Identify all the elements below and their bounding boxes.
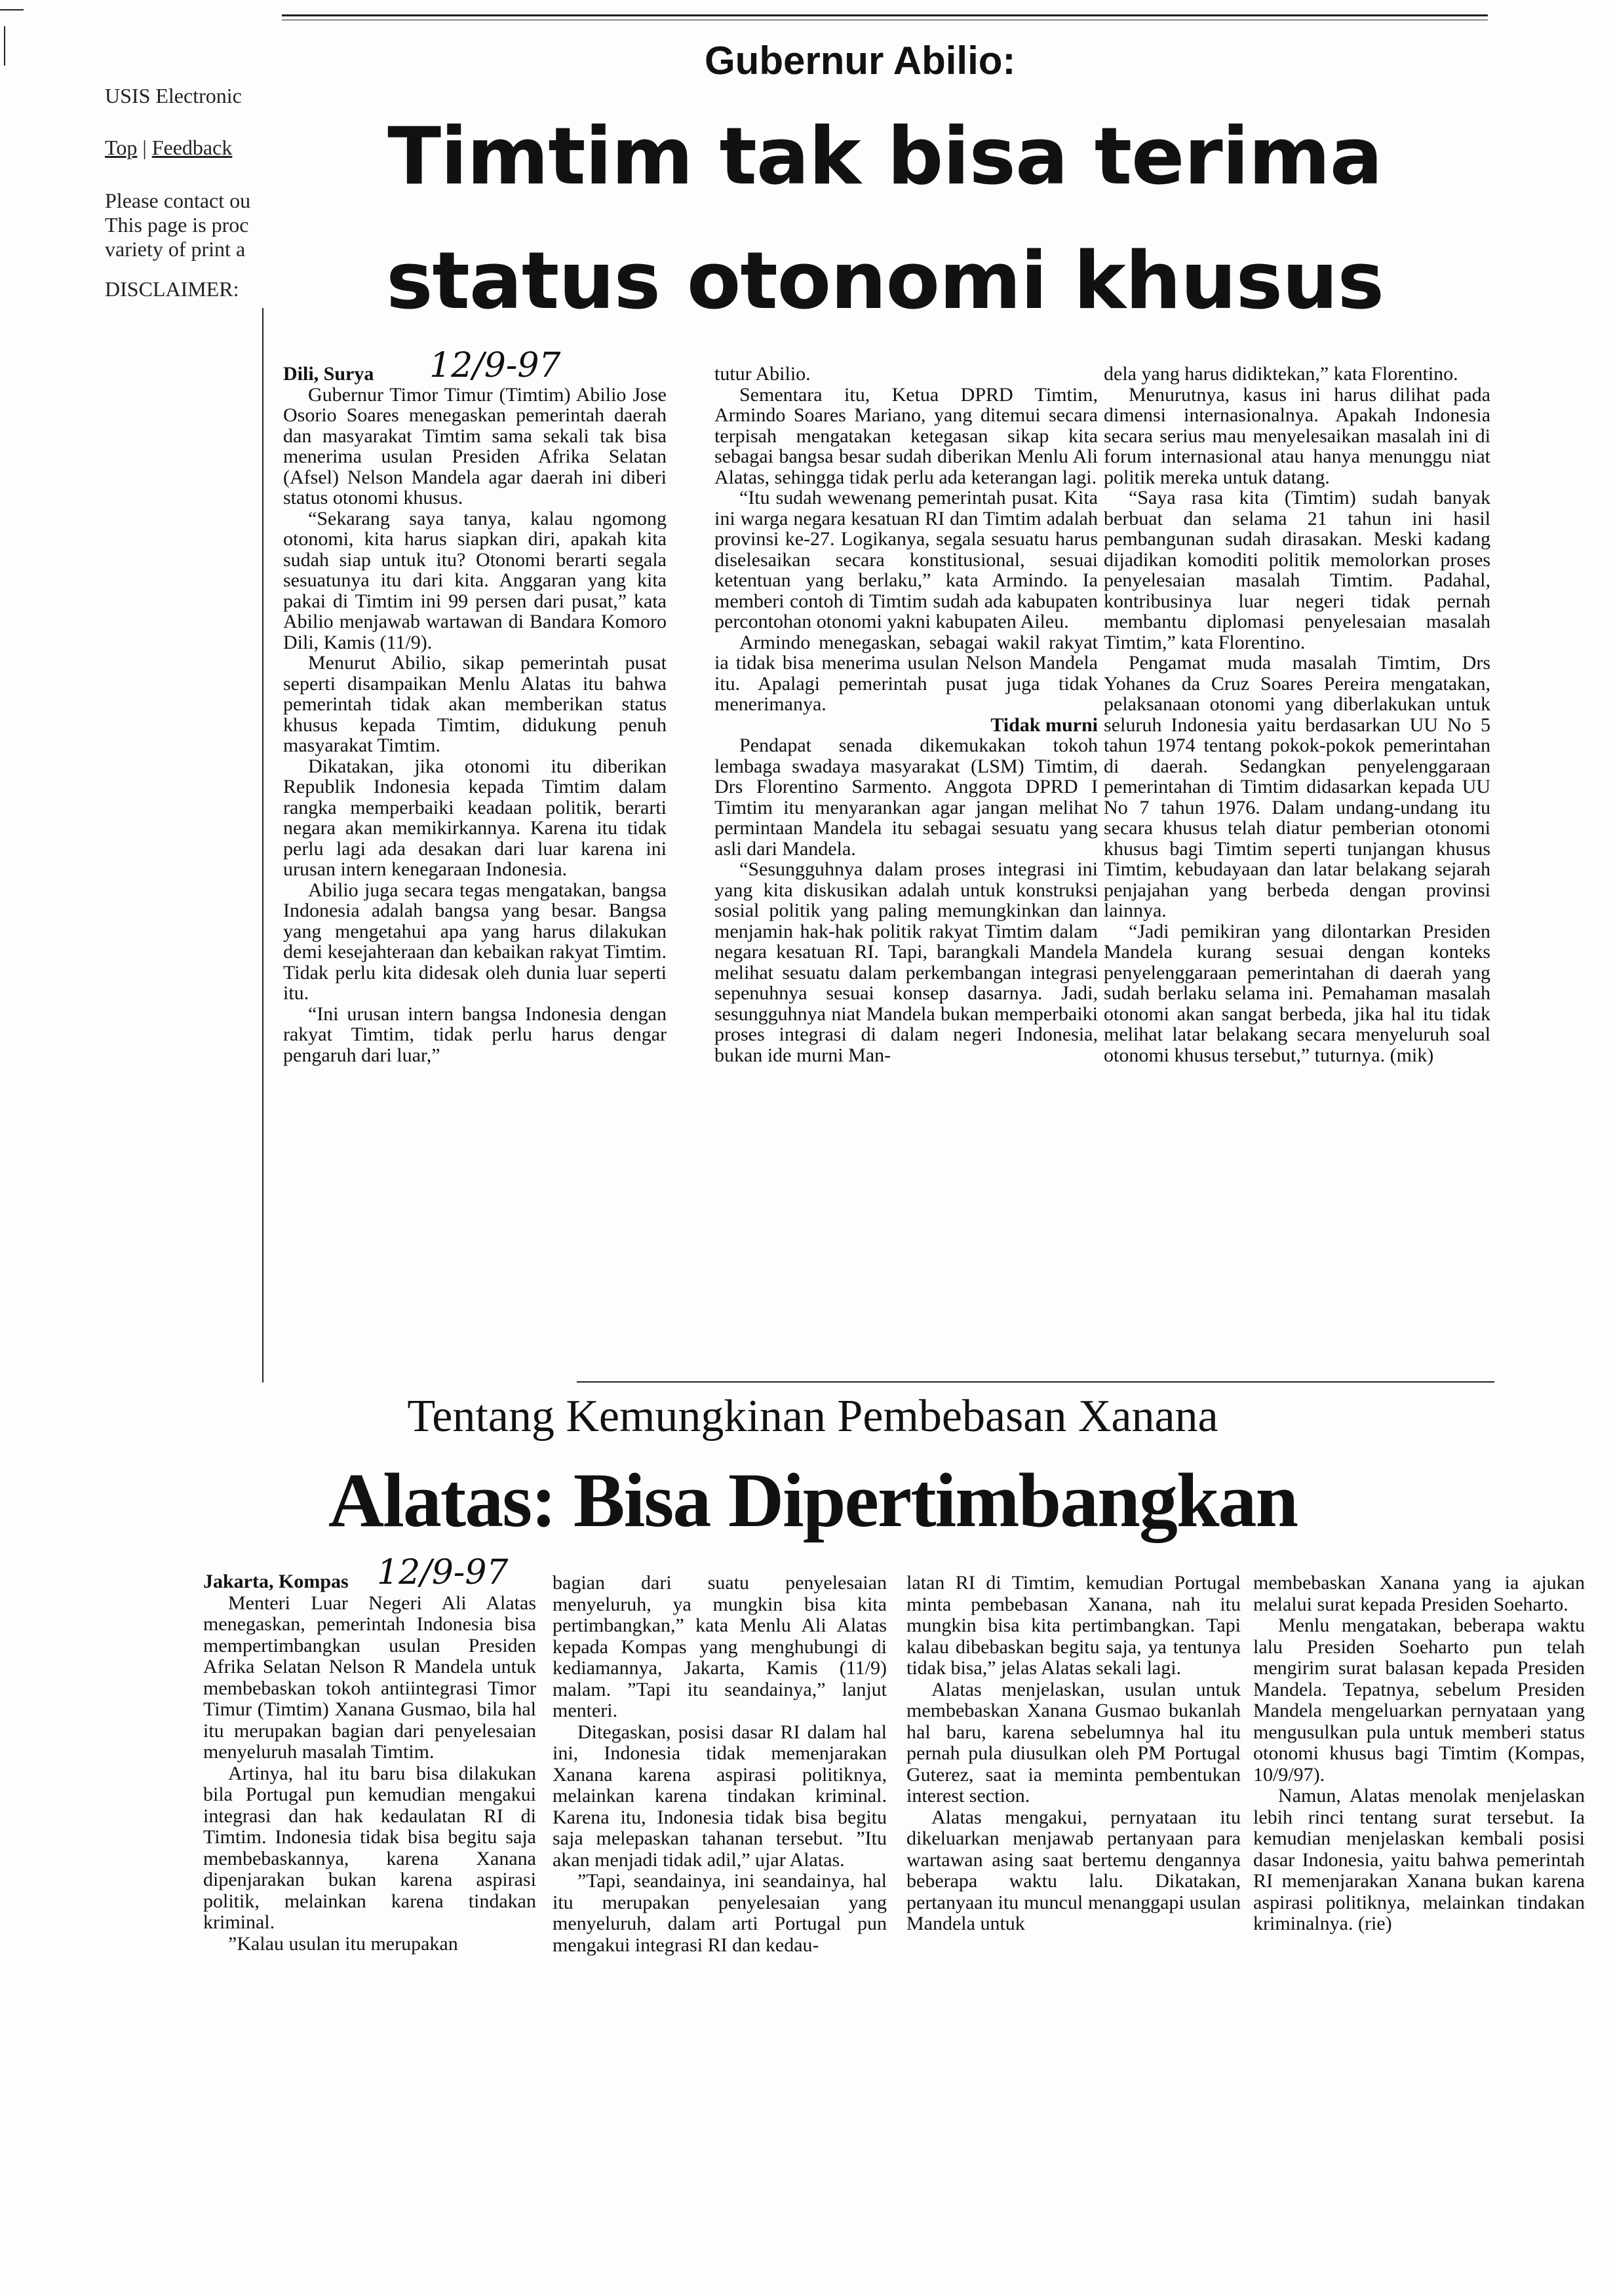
sidebar-title: USIS Electronic [105,84,242,107]
article1-dateline: Dili, Surya [283,363,374,385]
sidebar-contact: Please contact ou [105,189,251,212]
article2-column-2: bagian dari suatu penyelesaian menyeluruh, ya mungkin bisa kita pertimbangkan,” kata Menlu Ali Alatas kepada Kompas yang menghubungi di kediamannya, Jakarta, Kamis (11/9) malam. ”Tapi itu seandainya,” lanjut menteri. Ditegaskan, posisi dasar RI dalam hal ini, Indonesia tidak memenjarakan Xanana karena aspirasi politiknya, melainkan karena tindakan kriminal. Karena itu, Indonesia tidak bisa begitu saja melepaskan tahanan tersebut. ”Itu akan menjadi tidak adil,” ujar Alatas. ”Tapi, seandainya, ini seandainya, hal itu merupakan penyelesaian yang menyeluruh, dalam arti Portugal pun mengakui integrasi RI dan kedau- [553,1572,887,1956]
article2-column-3: latan RI di Timtim, kemudian Portugal minta pembebasan Xanana, nah itu mungkin bisa kita pertimbangkan. Tapi kalau dibebaskan begitu saja, ya tentunya tidak bisa,” jelas Alatas sekali lagi. Alatas menjelaskan, usulan untuk membebaskan Xanana Gusmao bukanlah hal baru, karena sebelumnya hal itu pernah pula diusulkan oleh PM Portugal Guterez, saat ia meminta pembentukan interest section. Alatas mengakui, pernyataan itu dikeluarkan menjawab pertanyaan para wartawan asing saat bertemu dengannya beberapa waktu lalu. Dikatakan, pertanyaan itu muncul menanggapi usulan Mandela untuk [906,1572,1241,1934]
top-rule [282,14,1488,16]
sidebar-disclaimer: DISCLAIMER: [105,277,239,301]
article-divider [577,1381,1494,1383]
article2-dateline: Jakarta, Kompas [203,1571,349,1592]
clipping-left-edge [262,308,263,1383]
sidebar-produced: This page is proc [105,213,249,237]
article1-column-3: dela yang harus didiktekan,” kata Florentino. Menurutnya, kasus ini harus dilihat pada dimensi internasionalnya. Apakah Indonesia secara serius mau menyelesaikan masalah ini di forum internasional atau hanya menunggu niat politik mereka untuk datang. “Saya rasa kita (Timtim) sudah banyak berbuat dan selama 21 tahun ini hasil pembangunan sudah dirasakan. Meski kadang dijadikan komoditi politik memolorkan proses penyelesaian masalah Timtim. Padahal, kontribusinya luar negeri tidak pernah membantu diplomasi penyelesaian masalah Timtim,” kata Florentino. Pengamat muda masalah Timtim, Drs Yohanes da Cruz Soares Pereira mengatakan, pelaksanaan otonomi yang diberlakukan untuk seluruh Indonesia yaitu berdasarkan UU No 5 tahun 1974 tentang pokok-pokok pemerintahan di daerah. Sedangkan penyelenggaraan pemerintahan di Timtim didasarkan kepada UU No 7 tahun 1976. Dalam undang-undang itu secara khusus telah diatur pemberian otonomi khusus bagi Timtim seperti tunjangan khusus Timtim, kebudayaan dan latar belakang sejarah penjajahan yang berbeda dengan provinsi lainnya. “Jadi pemikiran yang dilontarkan Presiden Mandela kurang sesuai dengan konteks penyelenggaraan pemerintahan di daerah yang sudah berlaku selama ini. Pemahaman masalah otonomi akan sangat berbeda, jika hal itu tidak melihat latar belakang secara menyeluruh soal otonomi khusus tersebut,” tuturnya. (mik) [1104,363,1490,1066]
article1-kicker: Gubernur Abilio: [705,39,1016,83]
left-edge-mark [4,26,5,66]
article2-handwritten-date: 12/9-97 [377,1553,509,1592]
usis-sidebar [105,84,281,301]
article2-column-1: Jakarta, Kompas Menteri Luar Negeri Ali Alatas menegaskan, pemerintah Indonesia bisa mempertimbangkan usulan Presiden Afrika Selatan Nelson R Mandela untuk membebaskan tokoh antiintegrasi Timor Timur (Timtim) Xanana Gusmao, bila hal itu merupakan bagian dari penyelesaian menyeluruh masalah Timtim. Artinya, hal itu baru bisa dilakukan bila Portugal pun kemudian mengakui integrasi dan hak kedaulatan RI di Timtim. Indonesia tidak bisa begitu saja membebaskannya, karena Xanana dipenjarakan bukan karena aspirasi politik, melainkan karena tindakan kriminal. ”Kalau usulan itu merupakan [203,1571,536,1955]
article2-column-4: membebaskan Xanana yang ia ajukan melalui surat kepada Presiden Soeharto. Menlu mengatakan, beberapa waktu lalu Presiden Soeharto pun telah mengirim surat balasan kepada Presiden Mandela. Tepatnya, sebelum Presiden Mandela mengeluarkan pernyataan yang mengusulkan pula untuk memberi status otonomi khusus bagi Timtim (Kompas, 10/9/97). Namun, Alatas menolak menjelaskan lebih rinci tentang surat tersebut. Ia kemudian menjelaskan kembali posisi dasar Indonesia, yaitu bahwa pemerintah RI memenjarakan Xanana bukan karena aspirasi politiknya, melainkan tindakan kriminalnya. (rie) [1253,1572,1585,1934]
sidebar-nav: Top | Feedback [105,136,233,159]
sidebar-print: variety of print a [105,237,246,261]
article2-kicker: Tentang Kemungkinan Pembebasan Xanana [407,1391,1218,1442]
article1-headline-line2: status otonomi khusus [386,236,1384,327]
corner-mark [0,9,24,10]
article1-headline-line1: Timtim tak bisa terima [387,111,1382,202]
article1-subhead: Tidak murni [990,714,1098,736]
article1-column-2: tutur Abilio. Sementara itu, Ketua DPRD Timtim, Armindo Soares Mariano, yang ditemui secara terpisah mengatakan ketegasan sikap kita sebagai bangsa besar sudah diberikan Menlu Ali Alatas, sehingga tidak perlu ada keterangan lagi. “Itu sudah wewenang pemerintah pusat. Kita ini warga negara kesatuan RI dan Timtim adalah provinsi ke-27. Logikanya, segala sesuatu harus diselesaikan secara konstitusional, sesuai ketentuan yang berlaku,” kata Armindo. Ia memberi contoh di Timtim sudah ada kabupaten percontohan otonomi yakni kabupaten Aileu. Armindo menegaskan, sebagai wakil rakyat ia tidak bisa menerima usulan Nelson Mandela itu. Apalagi pemerintah pusat juga tidak menerimanya. Tidak murni Pendapat senada dikemukakan tokoh lembaga swadaya masyarakat (LSM) Timtim, Drs Florentino Sarmento. Anggota DPRD I Timtim itu menyarankan agar jangan melihat permintaan Mandela itu sebagai sesuatu yang asli dari Mandela. “Sesungguhnya dalam proses integrasi ini yang kita diskusikan adalah untuk konstruksi sosial politik yang paling memungkinkan dan menjamin hak-hak politik rakyat Timtim dalam negara kesatuan RI. Tapi, barangkali Mandela melihat sesuatu dalam perkembangan integrasi sepenuhnya sesuai konsep dasarnya. Jadi, sesungguhnya niat Mandela bukan memperbaiki proses integrasi di dalam negeri Indonesia, bukan ide murni Man- [714,363,1098,1066]
feedback-link[interactable]: Feedback [151,136,233,159]
article1-column-1: Dili, Surya Gubernur Timor Timur (Timtim) Abilio Jose Osorio Soares menegaskan pemerintah daerah dan masyarakat Timtim sama sekali tak bisa menerima usulan Presiden Afrika Selatan (Afsel) Nelson Mandela agar daerah ini diberi status otonomi khusus. “Sekarang saya tanya, kalau ngomong otonomi, kita harus siapkan diri, apakah kita sudah siap untuk itu? Otonomi berarti segala sesuatunya itu dari kita. Anggaran yang kita pakai di Timtim ini 99 persen dari pusat,” kata Abilio menjawab wartawan di Bandara Komoro Dili, Kamis (11/9). Menurut Abilio, sikap pemerintah pusat seperti disampaikan Menlu Alatas itu bahwa pemerintah tidak akan memberikan status khusus kepada Timtim, didukung penuh masyarakat Timtim. Dikatakan, jika otonomi itu diberikan Republik Indonesia kepada Timtim dalam rangka memperbaiki keadaan politik, berarti negara akan memikirkannya. Karena itu tidak perlu lagi ada desakan dari luar karena ini urusan intern kenegaraan Indonesia. Abilio juga secara tegas mengatakan, bangsa Indonesia adalah bangsa yang besar. Bangsa yang mengetahui apa yang harus dilakukan demi kesejahteraan dan kebaikan rakyat Timtim. Tidak perlu kita didesak oleh dunia luar seperti itu. “Ini urusan intern bangsa Indonesia dengan rakyat Timtim, tidak perlu harus dengar pengaruh dari luar,” [283,363,667,1066]
article2-headline: Alatas: Bisa Dipertimbangkan [328,1457,1298,1543]
article1-handwritten-date: 12/9-97 [429,346,561,385]
top-link[interactable]: Top [105,136,138,159]
